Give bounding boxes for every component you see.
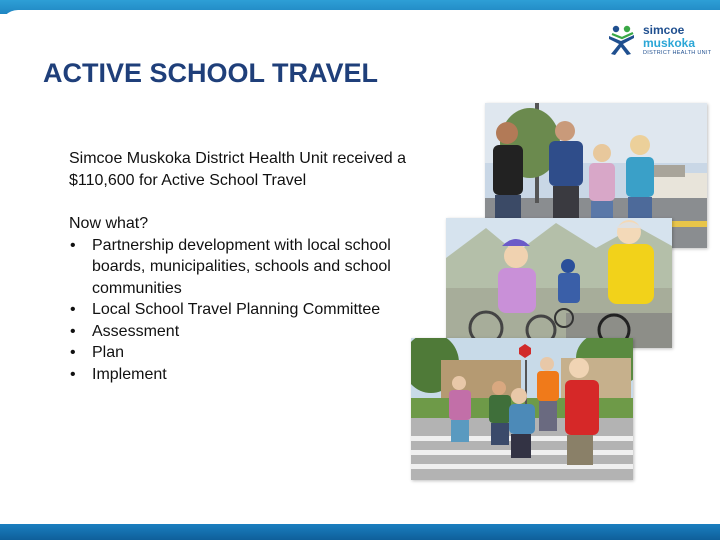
slide-body: [69, 148, 409, 385]
list-item: [69, 364, 409, 386]
list-item-text: Plan: [92, 344, 125, 361]
list-item-text: Implement: [92, 365, 167, 383]
children-cycling-photo: [446, 218, 672, 348]
crossing-guard-photo: [411, 338, 633, 480]
simcoe-muskoka-logo: [607, 22, 717, 58]
funding-statement: Simcoe Muskoka District Health Unit received a $110,600 for Active School Travel: [69, 150, 407, 189]
list-item-text: Local School Travel Planning Committee: [92, 301, 381, 318]
bullet-icon: •: [70, 344, 76, 361]
list-item-text: Partnership development with local school boards, municipalities, schools and school communities: [92, 236, 391, 297]
logo-subtitle: DISTRICT HEALTH UNIT: [643, 50, 712, 56]
list-item: [69, 321, 409, 343]
bullet-icon: •: [70, 365, 76, 383]
action-list: [69, 235, 409, 386]
list-item-text: Assessment: [92, 322, 180, 340]
bullet-icon: •: [70, 322, 76, 340]
now-what-heading: Now what?: [69, 215, 149, 232]
logo-word-simcoe: simcoe: [643, 23, 685, 37]
bullet-icon: •: [70, 301, 76, 318]
logo-word-muskoka: muskoka: [643, 36, 696, 50]
bottom-accent-bar: [0, 524, 720, 540]
slide-title: ACTIVE SCHOOL TRAVEL: [43, 58, 379, 88]
bullet-icon: •: [70, 236, 76, 254]
list-item: [69, 235, 409, 300]
health-unit-figure-icon: [607, 24, 637, 56]
list-item: [69, 342, 409, 364]
list-item: [69, 299, 409, 321]
